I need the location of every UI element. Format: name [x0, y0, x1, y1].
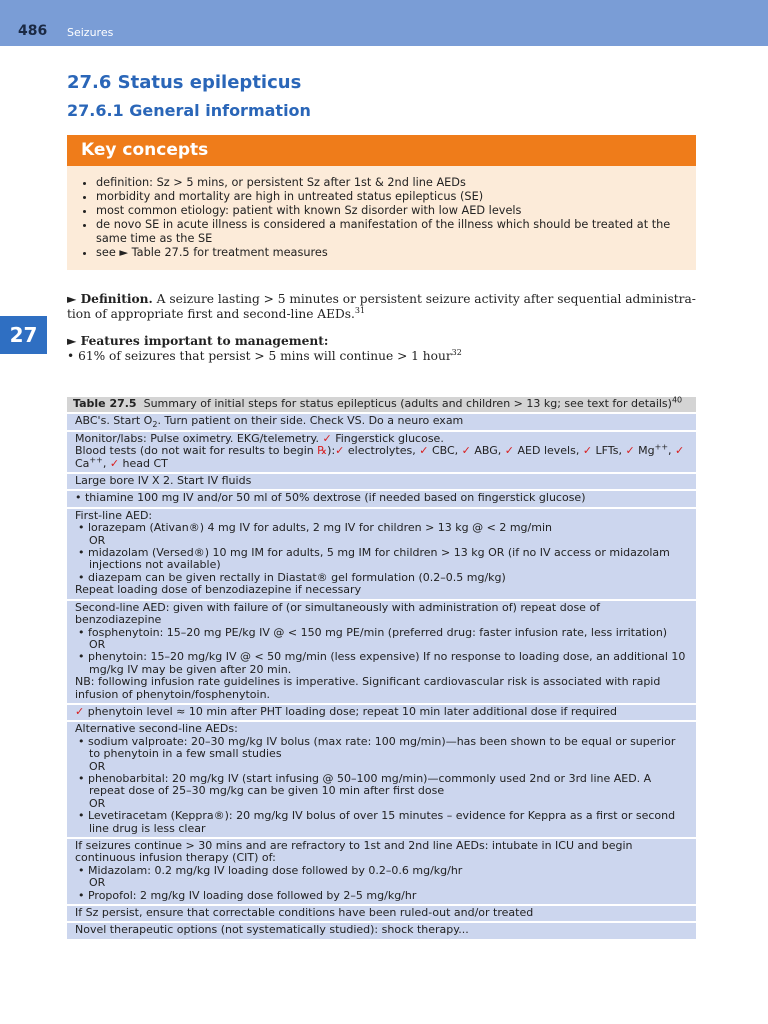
- subsection-title: 27.6.1 General information: [67, 101, 311, 120]
- key-concept-item: • morbidity and mortality are high in untreated status epilepticus (SE): [96, 190, 684, 204]
- check-icon: ✓: [419, 444, 429, 458]
- features-bullet: • 61% of seizures that persist > 5 mins will continue > 1 hour: [67, 349, 452, 363]
- check-icon: ✓: [75, 704, 85, 718]
- table-row: Monitor/labs: Pulse oximetry. EKG/telemetry. ✓ Fingerstick glucose. Blood tests (do not wait for results to begin ℞):✓ electrolytes, ✓ CBC, ✓ ABG, ✓ AED levels, ✓ LFTs, ✓ Mg++, ✓ Ca++, ✓ head CT: [67, 432, 696, 472]
- table-row: ABC's. Start $O_2$. Turn patient on their side. Check VS. Do a neuro exam: [67, 414, 696, 429]
- definition-ref[interactable]: 31: [354, 305, 366, 315]
- check-icon: ✓: [582, 444, 593, 458]
- rx-icon: ℞: [317, 444, 328, 458]
- check-icon: ✓: [322, 431, 332, 445]
- page-number: 486: [18, 23, 48, 39]
- table-caption: Table 27.5 Summary of initial steps for status epilepticus (adults and children > 13 kg; see text for details)$^{40}$: [67, 397, 696, 412]
- top-header-bar: [0, 0, 768, 46]
- definition-text: A seizure lasting > 5 minutes or persistent seizure activity after sequential administra-tion of appropriate first and second-line AEDs.: [67, 292, 696, 321]
- check-icon: ✓: [504, 444, 514, 458]
- key-concept-item-table-link[interactable]: • see ► Table 27.5 for treatment measures: [96, 246, 684, 260]
- key-concepts-heading: Key concepts: [67, 135, 696, 166]
- table-row-alternative: Alternative second-line AEDs: • sodium valproate: 20–30 mg/kg IV bolus (max rate: 100 mg/min)—has been shown to be equal or superior to phenytoin in a few small studies OR • phenobarbital: 20 mg/kg IV (start infusing @ 50–100 mg/min)—commonly used 2nd or 3rd line AED. A repeat dose of 25–30 mg/kg can be given 10 min after first dose OR • Levetiracetam (Keppra®): 20 mg/kg IV bolus of over 15 minutes – evidence for Keppra as a first or second line drug is less clear: [67, 722, 696, 837]
- treatment-table: [67, 397, 696, 939]
- table-row: Large bore IV X 2. Start IV fluids: [67, 474, 696, 489]
- table-row: • thiamine 100 mg IV and/or 50 ml of 50% dextrose (if needed based on fingerstick glucose): [67, 491, 696, 506]
- definition-paragraph: [67, 292, 696, 322]
- features-paragraph: [67, 334, 696, 364]
- table-row-second-line: Second-line AED: given with failure of (or simultaneously with administration of) repeat dose of benzodiazepine • fosphenytoin: 15–20 mg PE/kg IV @ < 150 mg PE/min (preferred drug: faster infusion rate, less irritation) OR • phenytoin: 15–20 mg/kg IV @ < 50 mg/min (less expensive) If no response to loading dose, an additional 10 mg/kg IV may be given after 20 min. NB: following infusion rate guidelines is imperative. Significant cardiovascular risk is associated with rapid infusion of phenytoin/fosphenytoin.: [67, 601, 696, 703]
- table-row: If Sz persist, ensure that correctable conditions have been ruled-out and/or treated: [67, 906, 696, 921]
- key-concepts-list: [79, 176, 684, 260]
- features-label: ► Features important to management:: [67, 334, 329, 348]
- key-concept-item: • de novo SE in acute illness is considered a manifestation of the illness which should be treated at the same time as the SE: [96, 218, 684, 246]
- check-icon: ✓: [675, 444, 685, 458]
- table-row-first-line: First-line AED: • lorazepam (Ativan®) 4 mg IV for adults, 2 mg IV for children > 13 kg @ < 2 mg/min OR • midazolam (Versed®) 10 mg IM for adults, 5 mg IM for children > 13 kg OR (if no IV access or midazolam injections not available) • diazepam can be given rectally in Diastat® gel formulation (0.2–0.5 mg/kg) Repeat loading dose of benzodiazepine if necessary: [67, 509, 696, 599]
- table-row: ✓ phenytoin level ≈ 10 min after PHT loading dose; repeat 10 min later additional dose if required: [67, 705, 696, 720]
- section-title: 27.6 Status epilepticus: [67, 72, 302, 93]
- table-row: Novel therapeutic options (not systematically studied): shock therapy...: [67, 923, 696, 938]
- key-concepts-box: [67, 166, 696, 270]
- table-row-refractory: If seizures continue > 30 mins and are refractory to 1st and 2nd line AEDs: intubate in ICU and begin continuous infusion therapy (CIT) of: • Midazolam: 0.2 mg/kg IV loading dose followed by 0.2–0.6 mg/kg/hr OR • Propofol: 2 mg/kg IV loading dose followed by 2–5 mg/kg/hr: [67, 839, 696, 904]
- features-ref[interactable]: 32: [451, 347, 462, 357]
- running-head: Seizures: [67, 26, 114, 39]
- check-icon: ✓: [109, 456, 120, 470]
- key-concept-item: • definition: Sz > 5 mins, or persistent Sz after 1st & 2nd line AEDs: [96, 176, 684, 190]
- check-icon: ✓: [625, 444, 635, 458]
- chapter-tab: 27: [0, 316, 47, 354]
- definition-label: ► Definition.: [67, 292, 153, 306]
- key-concept-item: • most common etiology: patient with known Sz disorder with low AED levels: [96, 204, 684, 218]
- check-icon: ✓: [461, 444, 471, 458]
- check-icon: ✓: [335, 444, 345, 458]
